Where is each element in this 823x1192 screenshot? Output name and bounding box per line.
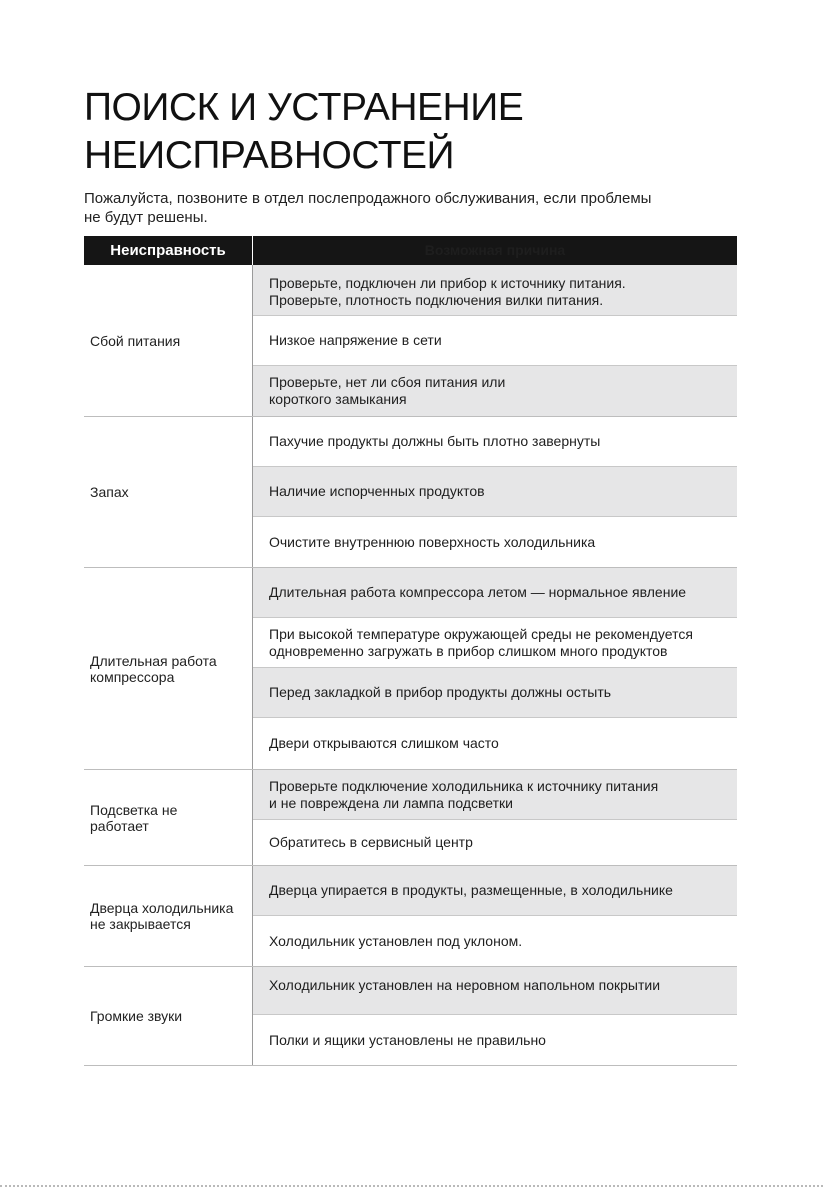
- fault-cell: [84, 866, 253, 966]
- cause-text: Низкое напряжение в сети: [269, 332, 442, 348]
- cause-row: [253, 770, 737, 820]
- cause-row: [253, 668, 737, 718]
- causes-list: [253, 967, 737, 1065]
- cause-text: Проверьте, плотность подключения вилки питания.: [269, 292, 604, 308]
- cause-text: Полки и ящики установлены не правильно: [269, 1031, 546, 1048]
- fault-label: работает: [90, 817, 149, 834]
- cause-row: [253, 265, 737, 316]
- intro-text: [84, 189, 744, 227]
- causes-list: [253, 265, 737, 416]
- fault-cell: [84, 417, 253, 567]
- page-title: [84, 84, 523, 180]
- cause-text: Наличие испорченных продуктов: [269, 483, 485, 499]
- fault-cell: [84, 568, 253, 769]
- fault-label: Длительная работа: [90, 652, 217, 669]
- cause-row: [253, 316, 737, 366]
- fault-cell: [84, 265, 253, 416]
- cause-text: Проверьте, нет ли сбоя питания или: [269, 374, 506, 390]
- fault-label: Подсветка не: [90, 801, 178, 818]
- cause-row: [253, 517, 737, 567]
- table-header: [84, 236, 737, 265]
- fault-cell: [84, 770, 253, 865]
- cause-text: Дверца упирается в продукты, размещенные, в холодильнике: [269, 882, 673, 898]
- fault-label: не закрывается: [90, 916, 191, 932]
- table-row-group: [84, 866, 737, 967]
- table-row-group: [84, 417, 737, 568]
- cause-text: Обратитесь в сервисный центр: [269, 834, 473, 850]
- cause-text: Холодильник установлен на неровном напольном покрытии: [269, 977, 661, 993]
- fault-label: компрессора: [90, 668, 175, 685]
- page-title-line: НЕИСПРАВНОСТЕЙ: [84, 134, 455, 177]
- cause-row: [253, 1015, 737, 1065]
- cause-row: [253, 618, 737, 668]
- fault-label: Запах: [90, 484, 129, 500]
- table-row-group: [84, 967, 737, 1066]
- cause-text: Двери открываются слишком часто: [269, 735, 499, 751]
- header-cause: Возможная причина: [424, 242, 566, 258]
- cause-row: [253, 866, 737, 916]
- cause-row: [253, 568, 737, 618]
- cause-row: [253, 366, 737, 416]
- causes-list: [253, 568, 737, 769]
- header-fault: Неисправность: [84, 236, 253, 265]
- cause-text: Пахучие продукты должны быть плотно завернуты: [269, 433, 601, 449]
- fault-cell: [84, 967, 253, 1065]
- fault-label: Громкие звуки: [90, 1008, 183, 1024]
- table-row-group: [84, 568, 737, 770]
- fault-label: Сбой питания: [90, 332, 181, 349]
- cause-text: Перед закладкой в прибор продукты должны остыть: [269, 684, 612, 700]
- cause-row: [253, 916, 737, 966]
- cause-row: [253, 467, 737, 517]
- cause-text: Очистите внутреннюю поверхность холодильника: [269, 533, 596, 550]
- troubleshooting-table: [84, 236, 737, 1066]
- intro-line: не будут решены.: [84, 209, 208, 226]
- cause-text: Проверьте, подключен ли прибор к источнику питания.: [269, 275, 626, 291]
- page-title-line: ПОИСК И УСТРАНЕНИЕ: [84, 86, 524, 129]
- cause-row: [253, 417, 737, 467]
- cause-text: одновременно загружать в прибор слишком много продуктов: [269, 642, 668, 659]
- cause-row: [253, 820, 737, 865]
- cause-text: Проверьте подключение холодильника к источнику питания: [269, 778, 659, 794]
- cause-text: Холодильник установлен под уклоном.: [269, 932, 523, 949]
- cause-text: При высокой температуре окружающей среды не рекомендуется: [269, 625, 693, 642]
- causes-list: [253, 770, 737, 865]
- cause-text: и не повреждена ли лампа подсветки: [269, 795, 513, 811]
- cause-text: Длительная работа компрессора летом — нормальное явление: [269, 584, 687, 600]
- table-row-group: [84, 770, 737, 866]
- causes-list: [253, 417, 737, 567]
- table-row-group: [84, 265, 737, 417]
- fault-label: Дверца холодильника: [90, 900, 234, 916]
- intro-line: Пожалуйста, позвоните в отдел послепродажного обслуживания, если проблемы: [84, 190, 652, 207]
- cause-row: [253, 967, 737, 1015]
- page-footer-divider: [0, 1185, 823, 1189]
- cause-text: короткого замыкания: [269, 391, 407, 407]
- cause-row: [253, 718, 737, 769]
- causes-list: [253, 866, 737, 966]
